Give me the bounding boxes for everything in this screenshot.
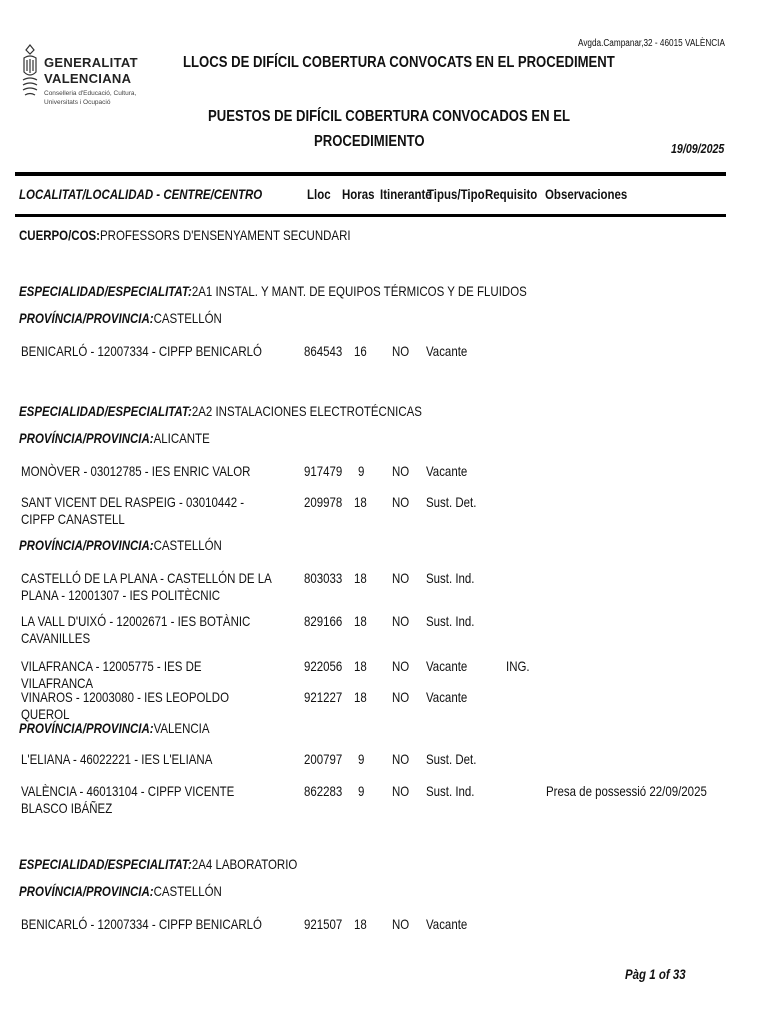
- cell-lloc: 921507: [304, 916, 343, 932]
- cell-localitat: LA VALL D'UIXÓ - 12002671 - IES BOTÀNIC CAVANILLES: [21, 613, 251, 646]
- cell-tipus: Sust. Ind.: [426, 613, 475, 629]
- cell-tipus: Vacante: [426, 658, 468, 674]
- cell-tipus: Sust. Ind.: [426, 570, 475, 586]
- cell-lloc: 921227: [304, 689, 343, 705]
- page-title-spanish-line-1: PUESTOS DE DIFÍCIL COBERTURA CONVOCADOS EN EL: [208, 108, 571, 125]
- provincia-value: CASTELLÓN: [153, 883, 222, 899]
- especialidad-line: [19, 403, 510, 419]
- provincia-line: [19, 883, 266, 899]
- cell-observaciones: Presa de possessió 22/09/2025: [546, 783, 707, 799]
- cell-tipus: Sust. Det.: [426, 494, 477, 510]
- especialidad-line: [19, 283, 638, 299]
- header-rule-bottom: [15, 214, 726, 217]
- cell-lloc: 209978: [304, 494, 343, 510]
- provincia-label: PROVÍNCIA/PROVINCIA:: [19, 310, 154, 326]
- logo-line-2: VALENCIANA: [44, 71, 132, 86]
- cell-lloc: 803033: [304, 570, 343, 586]
- cell-itinerante: NO: [392, 343, 410, 359]
- cell-requisito: ING.: [506, 658, 530, 674]
- col-header-lloc: Lloc: [307, 186, 331, 202]
- provincia-value: CASTELLÓN: [153, 537, 222, 553]
- cell-tipus: Vacante: [426, 916, 468, 932]
- especialidad-value: 2A4 LABORATORIO: [191, 856, 298, 872]
- especialidad-label: ESPECIALIDAD/ESPECIALITAT:: [19, 856, 192, 872]
- cell-itinerante: NO: [392, 689, 410, 705]
- provincia-label: PROVÍNCIA/PROVINCIA:: [19, 720, 154, 736]
- cell-localitat: BENICARLÓ - 12007334 - CIPFP BENICARLÓ: [21, 916, 262, 932]
- cell-tipus: Sust. Det.: [426, 751, 477, 767]
- document-date: 19/09/2025: [671, 141, 725, 156]
- provincia-line: [19, 720, 251, 736]
- especialidad-value: 2A2 INSTALACIONES ELECTROTÉCNICAS: [191, 403, 422, 419]
- cell-localitat: VILAFRANCA - 12005775 - IES DE VILAFRANCA: [21, 658, 202, 691]
- cell-localitat: CASTELLÓ DE LA PLANA - CASTELLÓN DE LA PLANA - 12001307 - IES POLITÈCNIC: [21, 570, 272, 603]
- col-header-requisito: Requisito: [485, 186, 538, 202]
- page-title-catalan: LLOCS DE DIFÍCIL COBERTURA CONVOCATS EN EL PROCEDIMENT: [183, 54, 615, 71]
- especialidad-label: ESPECIALIDAD/ESPECIALITAT:: [19, 283, 192, 299]
- logo-line-1: GENERALITAT: [44, 55, 138, 70]
- cell-localitat: MONÒVER - 03012785 - IES ENRIC VALOR: [21, 463, 251, 479]
- cell-itinerante: NO: [392, 463, 410, 479]
- cell-lloc: 829166: [304, 613, 343, 629]
- cell-tipus: Sust. Ind.: [426, 783, 475, 799]
- cell-itinerante: NO: [392, 751, 410, 767]
- cuerpo-line: [19, 227, 423, 243]
- cuerpo-value: PROFESSORS D'ENSENYAMENT SECUNDARI: [100, 227, 351, 243]
- cell-lloc: 922056: [304, 658, 343, 674]
- col-header-itinerante: Itinerante: [380, 186, 432, 202]
- cell-lloc: 864543: [304, 343, 343, 359]
- cell-horas: 9: [358, 751, 365, 767]
- cell-horas: 18: [354, 658, 367, 674]
- cell-itinerante: NO: [392, 916, 410, 932]
- col-header-observaciones: Observaciones: [545, 186, 628, 202]
- cell-lloc: 917479: [304, 463, 343, 479]
- provincia-label: PROVÍNCIA/PROVINCIA:: [19, 430, 154, 446]
- cell-localitat: L'ELIANA - 46022221 - IES L'ELIANA: [21, 751, 213, 767]
- cell-itinerante: NO: [392, 494, 410, 510]
- col-header-localitat: LOCALITAT/LOCALIDAD - CENTRE/CENTRO: [19, 186, 263, 202]
- page-title-spanish-line-2: PROCEDIMIENTO: [314, 133, 425, 150]
- logo-conselleria-line-2: Universitats i Ocupació: [44, 99, 111, 106]
- cell-itinerante: NO: [392, 570, 410, 586]
- cell-tipus: Vacante: [426, 343, 468, 359]
- cell-tipus: Vacante: [426, 689, 468, 705]
- provincia-line: [19, 430, 252, 446]
- cell-horas: 9: [358, 463, 365, 479]
- cell-itinerante: NO: [392, 783, 410, 799]
- cell-localitat: VALÈNCIA - 46013104 - CIPFP VICENTE BLASCO IBÁÑEZ: [21, 783, 235, 816]
- provincia-label: PROVÍNCIA/PROVINCIA:: [19, 883, 154, 899]
- provincia-value: CASTELLÓN: [153, 310, 222, 326]
- especialidad-value: 2A1 INSTAL. Y MANT. DE EQUIPOS TÉRMICOS Y DE FLUIDOS: [191, 283, 527, 299]
- cell-lloc: 862283: [304, 783, 343, 799]
- cell-tipus: Vacante: [426, 463, 468, 479]
- provincia-value: ALICANTE: [153, 430, 210, 446]
- provincia-value: VALENCIA: [153, 720, 210, 736]
- cell-localitat: BENICARLÓ - 12007334 - CIPFP BENICARLÓ: [21, 343, 262, 359]
- logo-conselleria-line-1: Conselleria d'Educació, Cultura,: [44, 90, 137, 97]
- especialidad-line: [19, 856, 358, 872]
- generalitat-logo: [20, 40, 138, 126]
- provincia-line: [19, 537, 266, 553]
- cell-horas: 18: [354, 494, 367, 510]
- page-number: Pàg 1 of 33: [625, 966, 686, 982]
- provincia-label: PROVÍNCIA/PROVINCIA:: [19, 537, 154, 553]
- col-header-tipus: Tipus/Tipo: [427, 186, 485, 202]
- cell-itinerante: NO: [392, 658, 410, 674]
- provincia-line: [19, 310, 266, 326]
- cell-lloc: 200797: [304, 751, 343, 767]
- especialidad-label: ESPECIALIDAD/ESPECIALITAT:: [19, 403, 192, 419]
- cell-localitat: VINAROS - 12003080 - IES LEOPOLDO QUEROL: [21, 689, 230, 722]
- cell-horas: 18: [354, 916, 367, 932]
- cell-horas: 16: [354, 343, 367, 359]
- cell-horas: 18: [354, 570, 367, 586]
- header-rule-top: [15, 172, 726, 176]
- cell-horas: 18: [354, 613, 367, 629]
- address: Avgda.Campanar,32 - 46015 VALÈNCIA: [578, 38, 725, 49]
- col-header-horas: Horas: [342, 186, 375, 202]
- coat-of-arms-icon: [20, 42, 40, 102]
- cell-localitat: SANT VICENT DEL RASPEIG - 03010442 - CIPFP CANASTELL: [21, 494, 245, 527]
- cell-itinerante: NO: [392, 613, 410, 629]
- cell-horas: 9: [358, 783, 365, 799]
- cell-horas: 18: [354, 689, 367, 705]
- cuerpo-label: CUERPO/COS:: [19, 227, 101, 243]
